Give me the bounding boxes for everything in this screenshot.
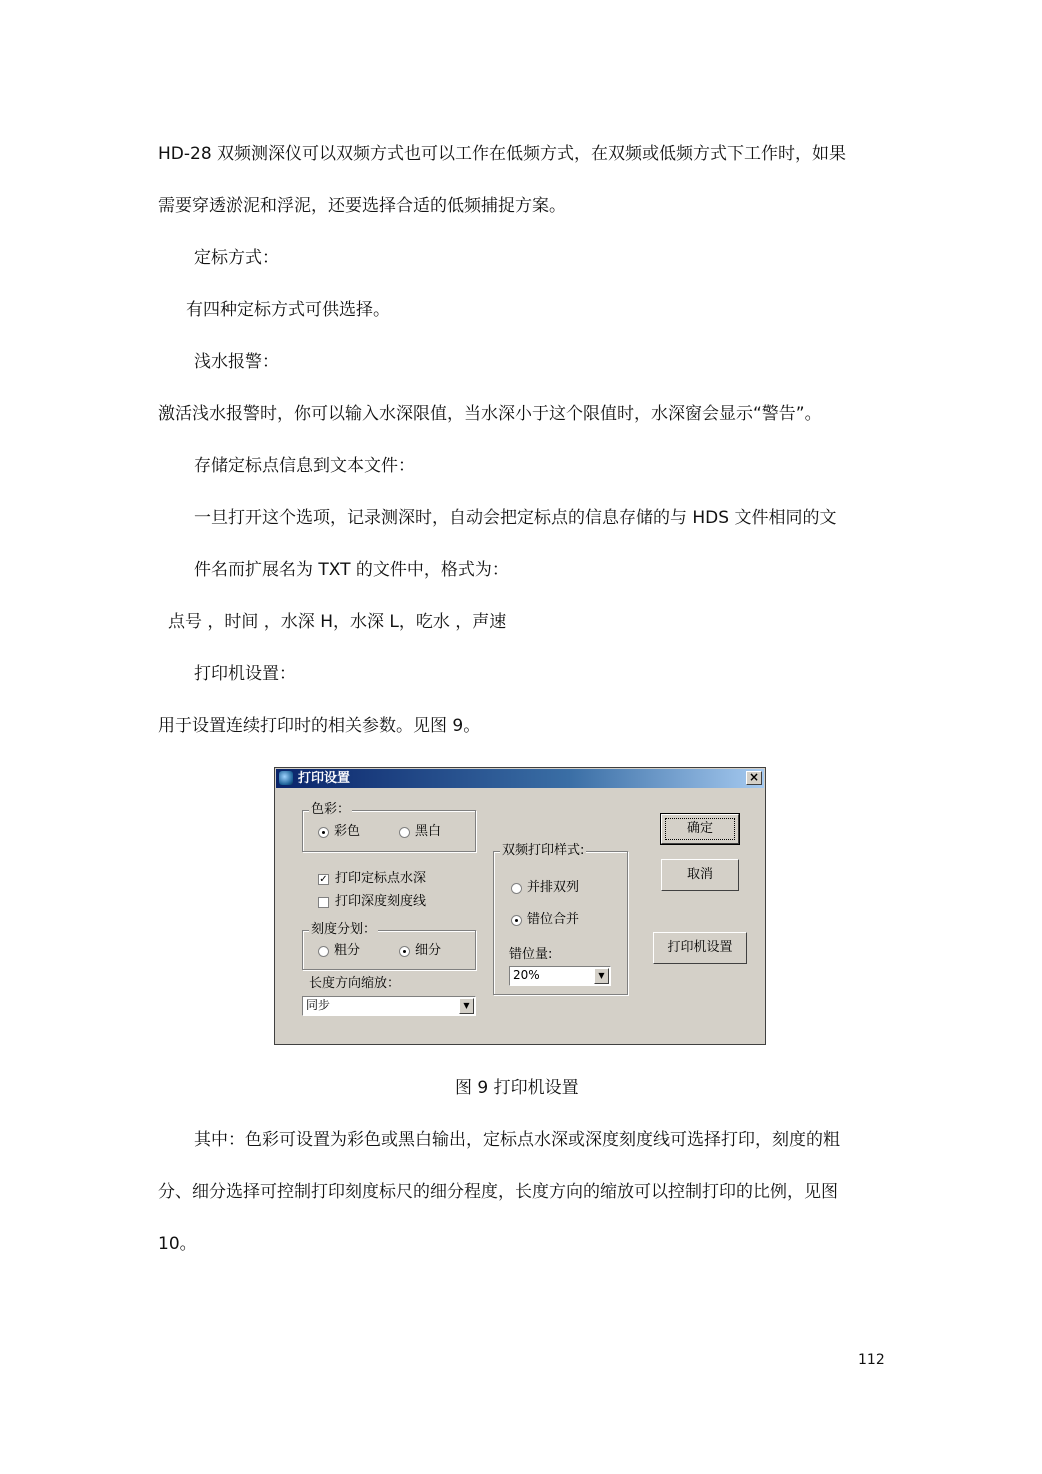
- color-option-label: 彩色: [334, 824, 361, 839]
- figure-caption: 图 9 打印机设置: [455, 1078, 579, 1098]
- paragraph: 其中：色彩可设置为彩色或黑白输出，定标点水深或深度刻度线可选择打印，刻度的粗: [194, 1130, 840, 1150]
- cancel-button-label: 取消: [686, 867, 713, 882]
- printer-setup-button[interactable]: [653, 932, 747, 964]
- print-settings-dialog: [274, 767, 766, 1045]
- format-line: 点号 ，时间 ，水深 H，水深 L，吃水 ，声速: [168, 612, 507, 632]
- print-calibration-depth-label: 打印定标点水深: [335, 871, 427, 886]
- chevron-down-icon[interactable]: ▼: [594, 968, 609, 984]
- close-button[interactable]: ×: [746, 771, 762, 785]
- paragraph: HD-28 双频测深仪可以双频方式也可以工作在低频方式，在双频或低频方式下工作时，如果: [158, 144, 847, 164]
- side-by-side-label: 并排双列: [527, 880, 580, 895]
- paragraph: 件名而扩展名为 TXT 的文件中，格式为：: [194, 560, 509, 580]
- offset-merge-radio[interactable]: [511, 915, 522, 926]
- length-scale-select[interactable]: [302, 996, 476, 1016]
- side-by-side-radio[interactable]: [511, 883, 522, 894]
- coarse-radio[interactable]: [318, 946, 329, 957]
- dialog-title: 打印设置: [298, 771, 351, 786]
- print-calibration-depth-checkbox[interactable]: ✓: [319, 874, 328, 885]
- section-heading: 打印机设置：: [194, 664, 296, 684]
- cancel-button[interactable]: [661, 859, 739, 891]
- paragraph: 用于设置连续打印时的相关参数。见图 9。: [158, 716, 481, 736]
- paragraph: 激活浅水报警时，你可以输入水深限值，当水深小于这个限值时，水深窗会显示“警告”。: [158, 404, 822, 424]
- page-number: 112: [858, 1352, 885, 1368]
- print-depth-scale-label: 打印深度刻度线: [335, 894, 427, 909]
- bw-option-label: 黑白: [415, 824, 442, 839]
- fine-option-label: 细分: [415, 943, 442, 958]
- section-heading: 浅水报警：: [194, 352, 279, 372]
- section-heading: 定标方式：: [194, 248, 279, 268]
- focus-rect: [665, 818, 735, 840]
- offset-amount-value: 20%: [513, 968, 540, 982]
- length-scale-value: 同步: [306, 998, 331, 1012]
- section-heading: 存储定标点信息到文本文件：: [194, 456, 415, 476]
- paragraph: 10。: [158, 1234, 197, 1254]
- ok-button[interactable]: [661, 814, 739, 844]
- dialog-titlebar: [276, 769, 764, 788]
- color-group: [302, 802, 476, 852]
- paragraph: 有四种定标方式可供选择。: [186, 300, 390, 320]
- paragraph: 需要穿透淤泥和浮泥，还要选择合适的低频捕捉方案。: [158, 196, 566, 216]
- paragraph: 一旦打开这个选项，记录测深时，自动会把定标点的信息存储的与 HDS 文件相同的文: [194, 508, 837, 528]
- app-icon: [279, 771, 293, 785]
- scale-group-label: 刻度分划：: [311, 922, 377, 937]
- scale-group: [302, 922, 476, 970]
- ok-button-label: 确定: [686, 821, 713, 836]
- dual-print-group-label: 双频打印样式:: [502, 843, 585, 858]
- dual-print-group: [493, 843, 628, 995]
- coarse-option-label: 粗分: [334, 943, 361, 958]
- offset-merge-label: 错位合并: [527, 912, 580, 927]
- chevron-down-icon[interactable]: ▼: [459, 998, 474, 1014]
- color-radio[interactable]: [318, 827, 329, 838]
- paragraph: 分、细分选择可控制打印刻度标尺的细分程度，长度方向的缩放可以控制打印的比例，见图: [158, 1182, 838, 1202]
- print-depth-scale-checkbox[interactable]: [318, 897, 329, 908]
- printer-setup-button-label: 打印机设置: [667, 940, 733, 955]
- length-scale-label: 长度方向缩放：: [309, 976, 401, 991]
- bw-radio[interactable]: [399, 827, 410, 838]
- offset-amount-select[interactable]: [509, 966, 611, 986]
- color-group-label: 色彩：: [311, 802, 351, 817]
- offset-amount-label: 错位量:: [509, 947, 553, 962]
- fine-radio[interactable]: [399, 946, 410, 957]
